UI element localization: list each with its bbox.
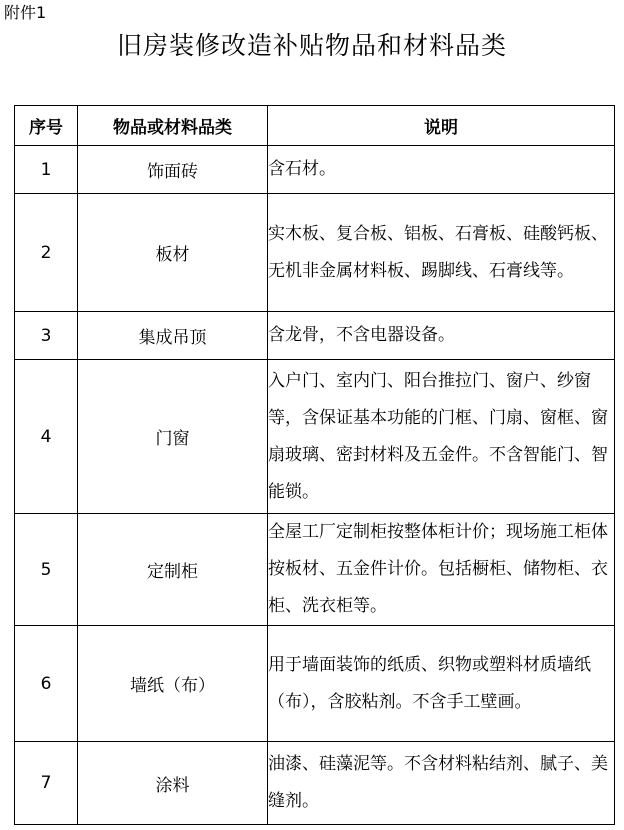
row-number: 3 [15, 312, 78, 360]
table-row [15, 742, 615, 825]
row-item-name: 涂料 [78, 742, 268, 825]
table-row [15, 312, 615, 360]
table-row [15, 194, 615, 312]
row-description: 入户门、室内门、阳台推拉门、窗户、纱窗等，含保证基本功能的门框、门扇、窗框、窗扇玻璃、密封材料及五金件。不含智能门、智能锁。 [268, 360, 615, 514]
table-row [15, 360, 615, 514]
row-description: 全屋工厂定制柜按整体柜计价；现场施工柜体按板材、五金件计价。包括橱柜、储物柜、衣柜、洗衣柜等。 [268, 514, 615, 626]
header-number: 序号 [15, 106, 78, 146]
header-item-category: 物品或材料品类 [78, 106, 268, 146]
materials-table [14, 105, 615, 825]
header-description: 说明 [268, 106, 615, 146]
row-number: 7 [15, 742, 78, 825]
row-item-name: 定制柜 [78, 514, 268, 626]
row-number: 6 [15, 626, 78, 742]
table-row [15, 626, 615, 742]
row-number: 1 [15, 146, 78, 194]
row-number: 5 [15, 514, 78, 626]
attachment-label: 附件1 [4, 3, 47, 22]
row-description: 含石材。 [268, 146, 615, 194]
row-item-name: 饰面砖 [78, 146, 268, 194]
table-row [15, 146, 615, 194]
document-title: 旧房装修改造补贴物品和材料品类 [116, 31, 507, 60]
row-number: 4 [15, 360, 78, 514]
row-item-name: 板材 [78, 194, 268, 312]
row-description: 实木板、复合板、铝板、石膏板、硅酸钙板、无机非金属材料板、踢脚线、石膏线等。 [268, 194, 615, 312]
row-number: 2 [15, 194, 78, 312]
row-description: 用于墙面装饰的纸质、织物或塑料材质墙纸（布），含胶粘剂。不含手工壁画。 [268, 626, 615, 742]
row-item-name: 门窗 [78, 360, 268, 514]
table-header-row [15, 106, 615, 146]
row-description: 含龙骨，不含电器设备。 [268, 312, 615, 360]
row-description: 油漆、硅藻泥等。不含材料粘结剂、腻子、美缝剂。 [268, 742, 615, 825]
table-row [15, 514, 615, 626]
row-item-name: 墙纸（布） [78, 626, 268, 742]
row-item-name: 集成吊顶 [78, 312, 268, 360]
